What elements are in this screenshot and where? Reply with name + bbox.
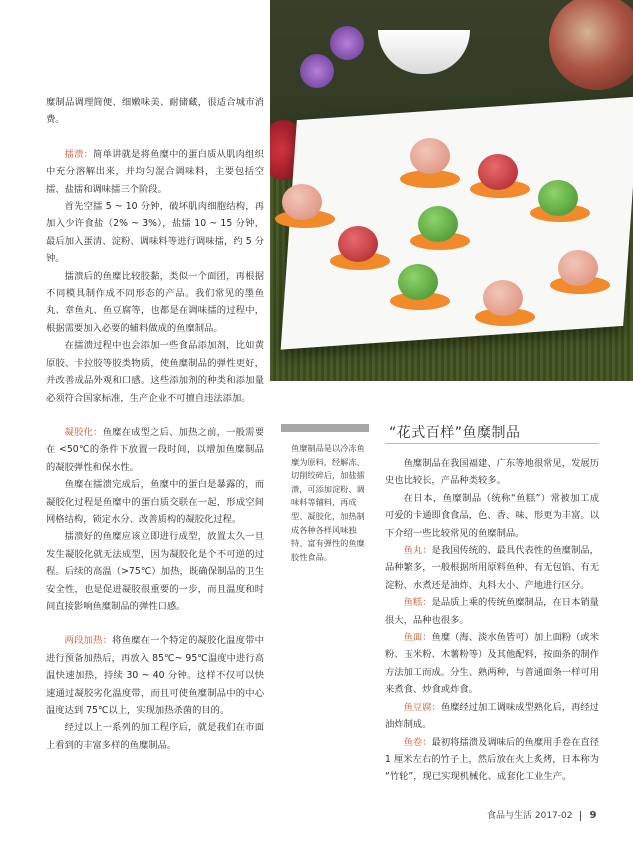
paragraph-leikui-text: 简单讲就是将鱼糜中的蛋白质从肌肉组织中充分溶解出来，并均匀混合调味料，主要包括空擂、盐擂和调味擂三个阶段。: [46, 148, 264, 195]
right-column: [385, 455, 599, 786]
fish-ball-pink: [483, 280, 523, 316]
term-fish-cake: 鱼糕：: [403, 597, 432, 609]
footer-separator: [580, 811, 581, 821]
paragraph-fish-noodle-text: 鱼糜（海、淡水鱼皆可）加上面粉（或米粉、玉米粉、木薯粉等）及其他配料，按面条的制作方法加工而成。分生、熟两种，与普通面条一样可用来煮食、炒食或炸食。: [385, 632, 599, 696]
purple-flower-icon: [330, 26, 364, 60]
sidebar-note: [281, 424, 369, 564]
paragraph-two-stage-heating: [46, 632, 264, 719]
paragraph-intro-continued: 糜制品调理简便、细嫩味美、耐储藏，很适合城市消费。: [46, 97, 264, 126]
paragraph-conclusion: 经过以上一系列的加工程序后，就是我们在市面上看到的丰富多样的鱼糜制品。: [46, 722, 264, 751]
page-number: 9: [589, 810, 597, 821]
paragraph-gel-irreversible: 擂溃好的鱼糜应该立即进行成型，放置太久一旦发生凝胶化就无法成型，因为凝胶化是个不可逆的过程。后续的高温（>75℃）加热，既确保制品的卫生安全性，也是促进凝胶很重要的一步，而且温度和时间直接影响鱼糜制品的弹性口感。: [46, 531, 264, 612]
term-fish-roll: 鱼卷：: [403, 736, 432, 748]
paragraph-two-stage-heating-text: 将鱼糜在一个特定的凝胶化温度带中进行预备加热后，再放入 85℃~ 95℃温度中进行高温快速加热，持续 30 ~ 40 分钟。这样不仅可以快速通过凝胶劣化温度带，而且可使鱼糜制品中的中心温度达到 75℃以上，实现加热杀菌的目的。: [46, 635, 264, 716]
fish-ball-green: [398, 264, 438, 300]
paragraph-origin: 鱼糜制品在我国福建、广东等地很常见，发展历史也比较长，产品种类较多。: [385, 458, 599, 487]
term-two-stage-heating: 两段加热：: [64, 635, 113, 647]
paragraph-gel-protein: 鱼糜在擂溃完成后，鱼糜中的蛋白是暴露的，而凝胶化过程是鱼糜中的蛋白质交联在一起，形成空间网格结构，锁定水分、改善质构的凝胶化过程。: [46, 479, 264, 525]
term-fish-tofu: 鱼豆腐：: [403, 701, 441, 713]
paragraph-fish-roll-text: 最初将擂溃及调味后的鱼糜用手卷在直径 1 厘米左右的竹子上，然后放在火上炙烤，日本称为 “竹轮”，现已实现机械化、成套化工业生产。: [385, 736, 599, 783]
sidebar-bar: [281, 424, 369, 432]
term-gelation: 凝胶化：: [64, 426, 103, 438]
section-title: “花式百样”鱼糜制品: [389, 425, 521, 441]
paragraph-fish-cake-text: 是品质上乘的传统鱼糜制品，在日本销量很大，品种也很多。: [385, 597, 599, 626]
term-leikui: 擂溃：: [64, 148, 94, 160]
sidebar-text: 鱼糜制品是以冷冻鱼糜为原料，经解冻、切削绞碎后，加盐擂溃，可添加淀粉、调味料等辅料，再成型、凝胶化，加热制成各种各样风味独特、富有弹性的鱼糜胶性食品。: [291, 443, 365, 562]
paragraph-fish-ball-text: 是我国传统的、最具代表性的鱼糜制品，品种繁多，一般根据所用原料鱼种、有无包馅、有无淀粉、水煮还是油炸、丸料大小、产地进行区分。: [385, 545, 599, 591]
paragraph-fish-roll: [385, 734, 599, 786]
paragraph-kongleik: 首先空擂 5 ~ 10 分钟，破坏肌肉细胞结构，再加入少许食盐（2% ~ 3%），盐擂 10 ~ 15 分钟，最后加入蛋清、淀粉、调味料等进行调味擂，约 5 分钟。: [46, 201, 264, 265]
term-fish-noodle: 鱼面：: [403, 632, 432, 644]
fish-ball-green: [538, 180, 578, 216]
paragraph-fish-noodle: [385, 629, 599, 699]
tea-cup: [378, 30, 470, 74]
paragraph-fish-tofu-text: 鱼糜经过加工调味成型熟化后，再经过油炸制成。: [385, 701, 599, 731]
fish-ball-red: [338, 226, 378, 262]
term-fish-ball: 鱼丸：: [403, 545, 432, 557]
fish-ball-pink: [410, 138, 450, 174]
paragraph-gelation: [46, 424, 264, 476]
page-footer: [487, 808, 596, 821]
teapot-decoration: [549, 0, 633, 90]
paragraph-leikui: [46, 146, 264, 198]
fish-ball-green: [418, 206, 458, 242]
paragraph-japan: 在日本，鱼糜制品（统称“鱼糕”）常被加工成可爱的卡通即食食品，色、香、味、形更为丰富。以下介绍一些比较常见的鱼糜制品。: [385, 492, 599, 539]
fish-ball-photo: [270, 0, 633, 381]
paragraph-fish-tofu: [385, 699, 599, 734]
left-column: [46, 94, 264, 754]
fish-ball-pink: [282, 184, 322, 220]
paragraph-fish-ball: [385, 542, 599, 594]
paragraph-fish-cake: [385, 594, 599, 629]
magazine-name: 食品与生活 2017-02: [487, 811, 573, 821]
paragraph-additives: 在擂溃过程中也会添加一些食品添加剂，比如黄原胶、卡拉胶等胶类物质，使鱼糜制品的弹性更好，并改善成品外观和口感。这些添加剂的种类和添加量必须符合国家标准，生产企业不可擅自违法添加。: [46, 340, 264, 404]
paragraph-gelation-text: 鱼糜在成型之后、加热之前，一般需要在 <50℃的条件下放置一段时间，以增加鱼糜制品的凝胶弹性和保水性。: [46, 426, 264, 473]
fish-ball-red: [478, 154, 518, 190]
purple-flower-icon: [300, 54, 334, 88]
section-divider: [385, 443, 599, 444]
paragraph-shaping: 擂溃后的鱼糜比较胶黏，类似一个面团，再根据不同模具制作成不同形态的产品。我们常见的墨鱼丸、章鱼丸、鱼豆腐等，也都是在调味擂的过程中，根据需要加入必要的辅料做成的鱼糜制品。: [46, 270, 264, 334]
fish-ball-pink: [558, 250, 598, 286]
